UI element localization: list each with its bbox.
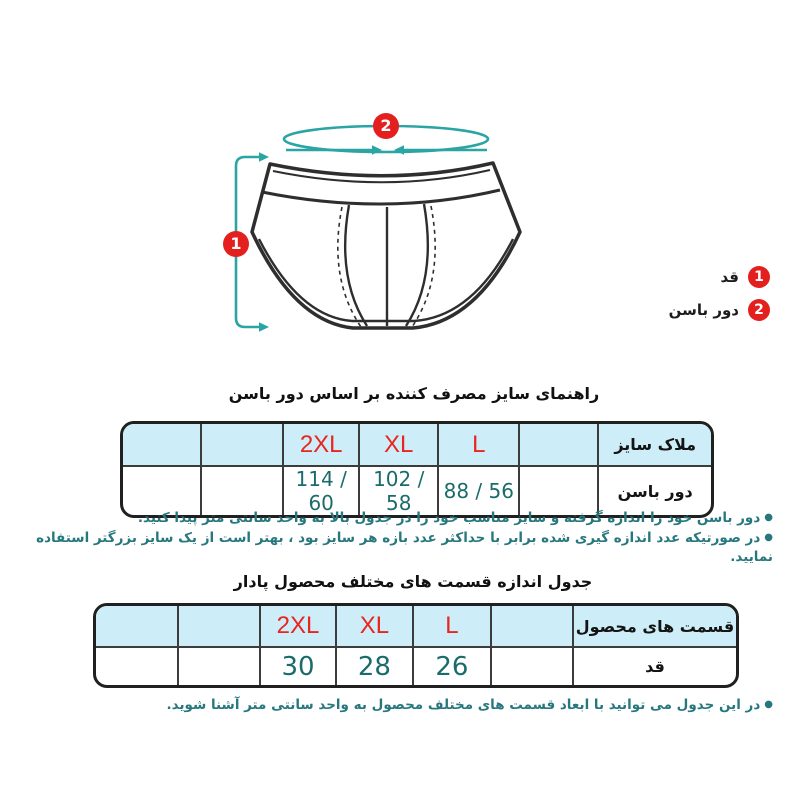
bullet-icon: ●: [764, 532, 773, 543]
value-cell-2xl: 30: [259, 648, 335, 685]
legend-badge-2: 2: [748, 299, 770, 321]
bullet-icon: ●: [764, 512, 773, 523]
value-cell-l: 26: [412, 648, 490, 685]
header-cell-l: L: [437, 424, 518, 467]
legend-badge-1: 1: [748, 266, 770, 288]
hip-measure-badge: 2: [373, 113, 399, 139]
header-cell-2xl: 2XL: [259, 606, 335, 648]
product-size-notes: [18, 695, 773, 715]
header-cell-product-parts: قسمت های محصول: [572, 606, 736, 648]
note-line: ●در این جدول می توانید با ابعاد قسمت های مختلف محصول به واحد سانتی متر آشنا شوید.: [166, 697, 773, 713]
header-cell-xl: XL: [358, 424, 437, 467]
value-cell-l: 88 / 56: [437, 467, 518, 515]
header-cell: [96, 606, 177, 648]
legend-label-hip: دور باسن: [668, 301, 739, 319]
header-cell: [123, 424, 200, 467]
header-cell-2xl: 2XL: [282, 424, 358, 467]
value-cell: [96, 648, 177, 685]
header-cell-xl: XL: [335, 606, 412, 648]
header-cell-l: L: [412, 606, 490, 648]
product-size-title: جدول اندازه قسمت های مختلف محصول پادار: [233, 572, 593, 591]
size-guide-table: [120, 421, 714, 518]
value-cell-xl: 28: [335, 648, 412, 685]
product-size-table: [93, 603, 739, 688]
value-cell-xl: 102 / 58: [358, 467, 437, 515]
row-label-height: قد: [572, 648, 736, 685]
header-cell: [177, 606, 259, 648]
header-cell: [518, 424, 597, 467]
legend-label-height: قد: [720, 268, 739, 286]
header-cell: [200, 424, 282, 467]
row-label-hip: دور باسن: [597, 467, 711, 515]
note-line: ●در صورتیکه عدد اندازه گیری شده برابر با حداکثر عدد بازه هر سایز بود ، بهتر است از یک سایز بزرگتر استفاده نمایید.: [36, 530, 773, 565]
note-line: ●دور باسن خود را اندازه گرفته و سایز مناسب خود را در جدول بالا به واحد سانتی متر پیدا کنید.: [137, 510, 773, 526]
header-cell: [490, 606, 572, 648]
height-measure-badge: 1: [223, 231, 249, 257]
legend-item-height: [721, 266, 771, 288]
size-guide-notes: [18, 508, 773, 567]
value-cell: [490, 648, 572, 685]
value-cell: [177, 648, 259, 685]
legend-item-hip: [669, 299, 770, 321]
header-cell-criterion: ملاک سایز: [597, 424, 711, 467]
briefs-measurement-diagram: [180, 100, 540, 360]
bullet-icon: ●: [764, 699, 773, 710]
value-cell-2xl: 114 / 60: [282, 467, 358, 515]
size-guide-title: راهنمای سایز مصرف کننده بر اساس دور باسن: [228, 384, 600, 403]
